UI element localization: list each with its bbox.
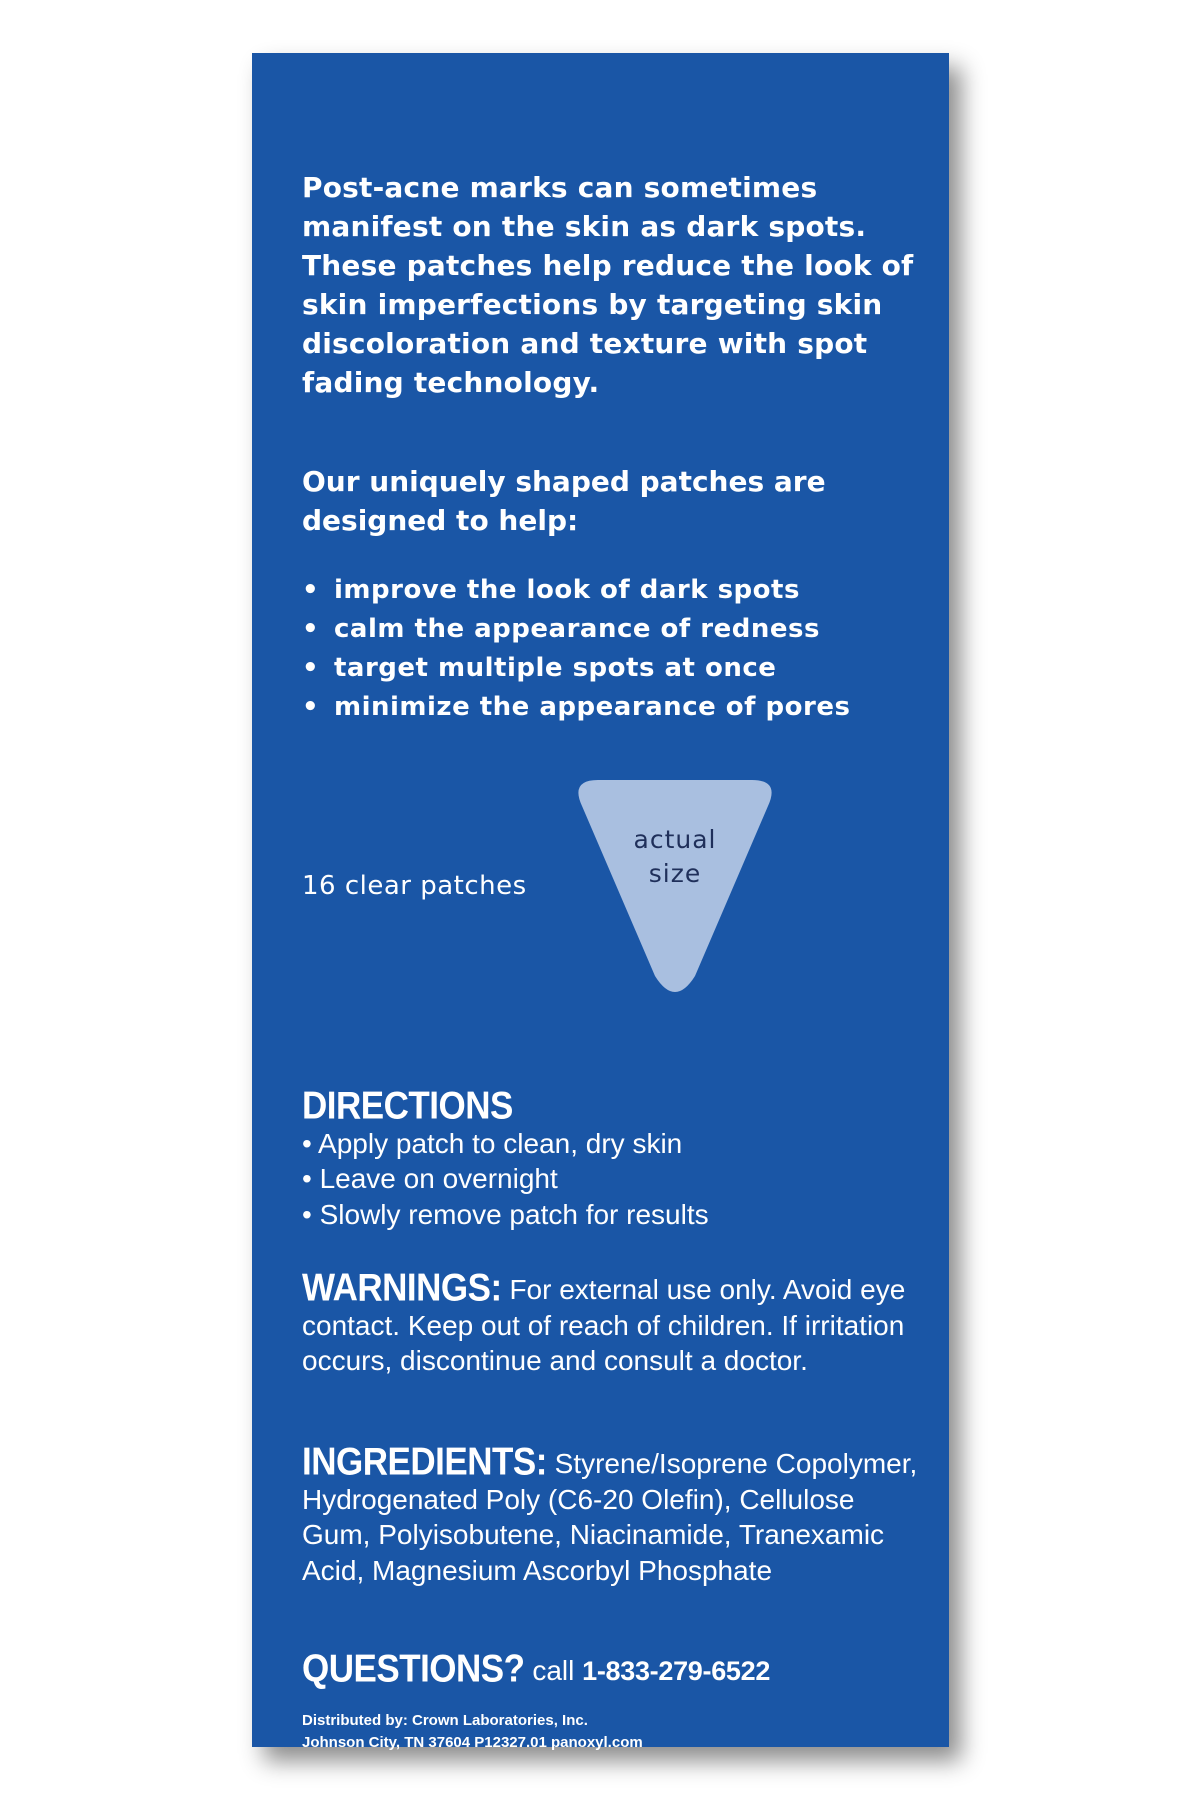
phone-number: 1-833-279-6522 [582,1656,771,1686]
benefit-item: • target multiple spots at once [302,649,850,688]
direction-item: • Apply patch to clean, dry skin [302,1126,922,1162]
distributor-line: Johnson City, TN 37604 P12327.01 panoxyl.com [302,1734,643,1751]
actual-size-line: actual [633,825,717,854]
benefit-item: • improve the look of dark spots [302,571,850,610]
distributor-line: Distributed by: Crown Laboratories, Inc. [302,1712,588,1729]
questions-section [302,1646,922,1691]
actual-size-patch [570,780,780,992]
shaped-patches-heading: Our uniquely shaped patches are designed to help: [302,465,826,537]
distributor-info [302,1710,922,1754]
actual-size-line: size [648,859,702,888]
benefit-item: • minimize the appearance of pores [302,688,850,727]
benefits-list [302,571,850,727]
direction-item: • Slowly remove patch for results [302,1197,922,1233]
direction-item: • Leave on overnight [302,1161,922,1197]
warnings-section [302,1265,922,1379]
directions-list [302,1126,922,1233]
warnings-text: For external use only. Avoid eye contact. Keep out of reach of children. If irritation occurs, discontinue and consult a doctor. [302,1274,906,1376]
benefit-item: • calm the appearance of redness [302,610,850,649]
directions-section [302,1083,922,1232]
ingredients-heading: INGREDIENTS: [302,1439,547,1484]
actual-size-label [570,823,780,891]
warnings-heading: WARNINGS: [302,1265,502,1310]
patch-count: 16 clear patches [302,871,527,901]
directions-heading: DIRECTIONS [302,1083,513,1128]
call-text: call [532,1655,575,1686]
ingredients-section [302,1439,922,1588]
questions-heading: QUESTIONS? [302,1646,525,1691]
ingredients-text: Styrene/Isoprene Copolymer, Hydrogenated Poly (C6-20 Olefin), Cellulose Gum, Polyisobutene, Niacinamide, Tranexamic Acid, Magnesium Ascorbyl Phosphate [302,1448,918,1586]
product-box-panel [252,53,949,1751]
intro-text: Post-acne marks can sometimes manifest on the skin as dark spots. These patches help reduce the look of skin imperfections by targeting skin discoloration and texture with spot fading technology. [302,171,914,399]
